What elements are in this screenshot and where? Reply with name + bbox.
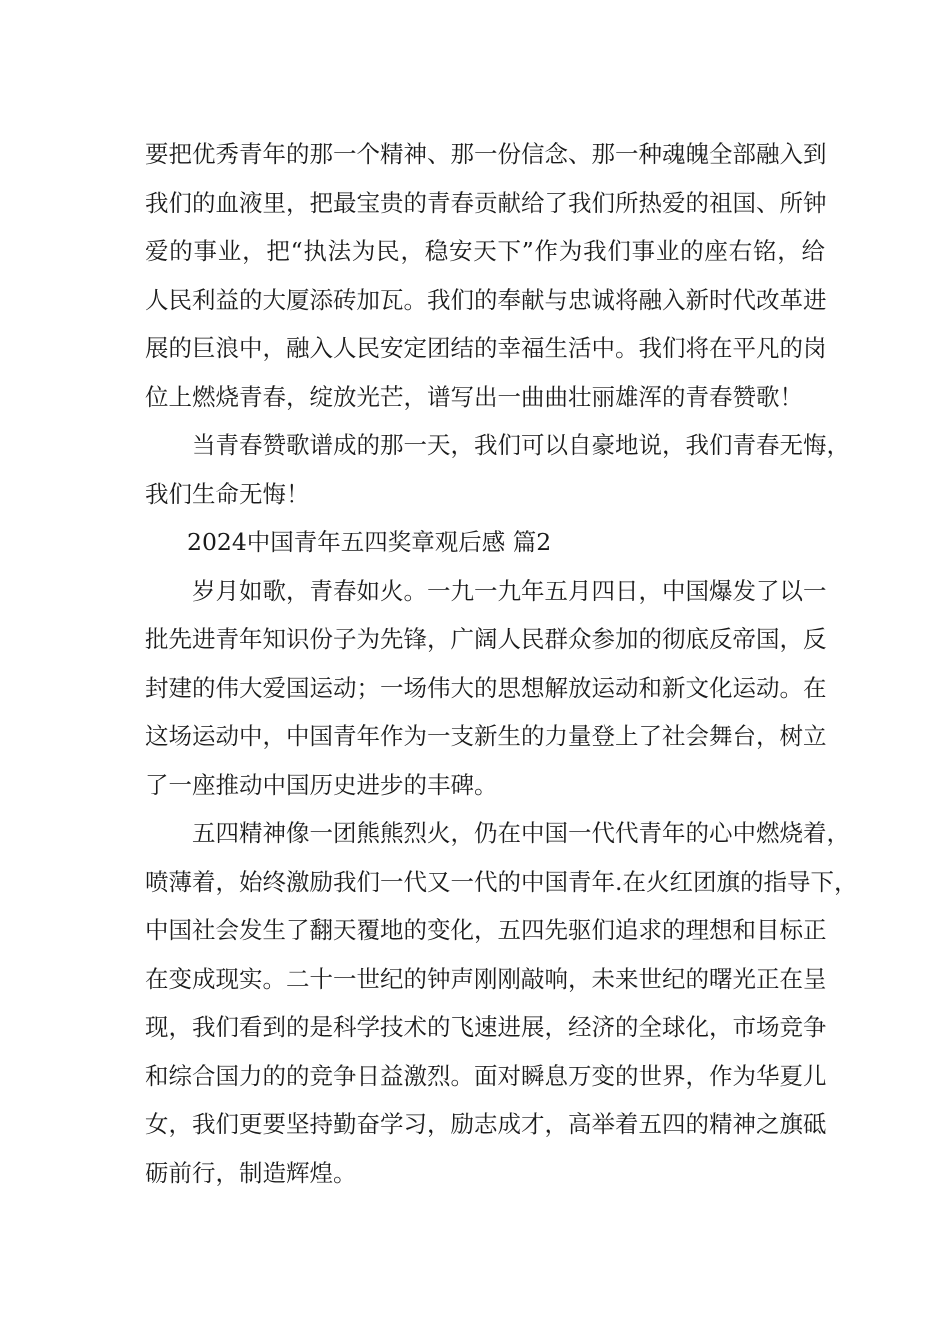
paragraph [145, 421, 850, 518]
text-line: 五四精神像一团熊熊烈火，仍在中国一代代青年的心中燃烧着， [192, 819, 850, 847]
text-line: 砺前行，制造辉煌。 [145, 1158, 357, 1187]
text-line: 人民利益的大厦添砖加瓦。我们的奉献与忠诚将融入新时代改革进 [145, 285, 827, 314]
text-line: 现，我们看到的是科学技术的飞速进展，经济的全球化，市场竞争 [145, 1013, 827, 1041]
document-body [145, 130, 858, 1197]
paragraph [145, 809, 858, 1197]
text-line: 要把优秀青年的那一个精神、那一份信念、那一种魂魄全部融入到 [145, 140, 827, 168]
text-line: 当青春赞歌谱成的那一天，我们可以自豪地说，我们青春无悔， [192, 431, 850, 459]
paragraph-continuation [145, 130, 825, 421]
text-line: 封建的伟大爱国运动；一场伟大的思想解放运动和新文化运动。在 [145, 673, 827, 702]
text-line: 女，我们更要坚持勤奋学习，励志成才，高举着五四的精神之旗砥 [145, 1110, 827, 1138]
section-heading: 2024中国青年五四奖章观后感 篇2 [187, 528, 552, 556]
text-line: 这场运动中，中国青年作为一支新生的力量登上了社会舞台，树立 [145, 722, 827, 750]
text-line: 在变成现实。二十一世纪的钟声刚刚敲响，未来世纪的曙光正在呈 [145, 964, 827, 993]
text-line: 我们生命无悔！ [145, 479, 310, 508]
text-line: 喷薄着，始终激励我们一代又一代的中国青年.在火红团旗的指导下， [145, 867, 858, 896]
text-line: 中国社会发生了翻天覆地的变化，五四先驱们追求的理想和目标正 [145, 916, 827, 944]
paragraph [145, 567, 825, 810]
text-line: 批先进青年知识份子为先锋，广阔人民群众参加的彻底反帝国，反 [145, 625, 827, 653]
text-line: 和综合国力的的竞争日益激烈。面对瞬息万变的世界，作为华夏儿 [145, 1061, 827, 1090]
text-line: 岁月如歌，青春如火。一九一九年五月四日，中国爆发了以一 [192, 576, 827, 605]
text-line: 我们的血液里，把最宝贵的青春贡献给了我们所热爱的祖国、所钟 [145, 188, 827, 217]
text-line: 了一座推动中国历史进步的丰碑。 [145, 770, 498, 799]
text-line: 位上燃烧青春，绽放光芒，谱写出一曲曲壮丽雄浑的青春赞歌！ [145, 382, 803, 411]
text-line: 展的巨浪中，融入人民安定团结的幸福生活中。我们将在平凡的岗 [145, 334, 827, 362]
text-line: 爱的事业，把“执法为民，稳安天下”作为我们事业的座右铭，给 [145, 237, 825, 265]
